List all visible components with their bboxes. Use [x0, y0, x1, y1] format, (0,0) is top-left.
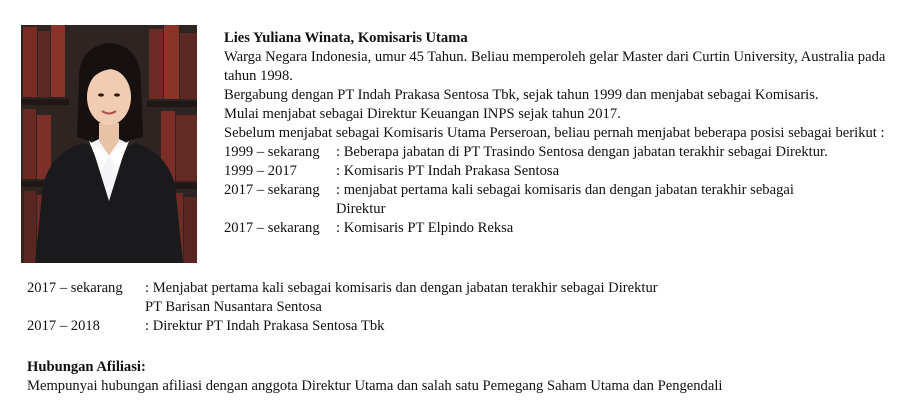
- additional-positions: [27, 279, 887, 336]
- position-period: 1999 – 2017: [224, 163, 297, 179]
- bio-paragraph: Sebelum menjabat sebagai Komisaris Utama Perseroan, beliau pernah menjabat beberapa posisi sebagai berikut :: [224, 125, 885, 141]
- position-row: [224, 181, 894, 219]
- position-desc: : Komisaris PT Indah Prakasa Sentosa: [336, 163, 560, 179]
- bio-paragraph: Warga Negara Indonesia, umur 45 Tahun. Beliau memperoleh gelar Master dari Curtin University, Australia pada tahun 1998.: [224, 49, 886, 84]
- position-row: [27, 279, 887, 317]
- position-period: 2017 – 2018: [27, 318, 100, 334]
- position-row: [27, 317, 887, 336]
- bio-paragraph: Bergabung dengan PT Indah Prakasa Sentosa Tbk, sejak tahun 1999 dan menjabat sebagai Komisaris.: [224, 87, 819, 103]
- position-period: 2017 – sekarang: [27, 280, 123, 296]
- bio-paragraph: Mulai menjabat sebagai Direktur Keuangan INPS sejak tahun 2017.: [224, 106, 621, 122]
- profile-name-title: Lies Yuliana Winata, Komisaris Utama: [224, 30, 468, 46]
- position-desc: : menjabat pertama kali sebagai komisaris dan dengan jabatan terakhir sebagai Direktur: [336, 182, 794, 217]
- position-period: 2017 – sekarang: [224, 182, 320, 198]
- profile-photo: [21, 25, 197, 263]
- portrait-image: [21, 25, 197, 263]
- position-row: [224, 162, 894, 181]
- position-desc: : Komisaris PT Elpindo Reksa: [336, 220, 514, 236]
- face: [87, 69, 131, 125]
- affiliation-heading: Hubungan Afiliasi:: [27, 359, 146, 375]
- affiliation-text: Mempunyai hubungan afiliasi dengan anggota Direktur Utama dan salah satu Pemegang Saham Utama dan Pengendali: [27, 378, 723, 394]
- position-desc: : Beberapa jabatan di PT Trasindo Sentosa dengan jabatan terakhir sebagai Direktur.: [336, 144, 828, 160]
- position-period: 2017 – sekarang: [224, 220, 320, 236]
- affiliation-section: [27, 358, 887, 396]
- position-row: [224, 143, 894, 162]
- position-desc: : Direktur PT Indah Prakasa Sentosa Tbk: [145, 318, 385, 334]
- position-row: [224, 219, 894, 238]
- position-desc: : Menjabat pertama kali sebagai komisaris dan dengan jabatan terakhir sebagai Direktur PT Barisan Nusantara Sentosa: [145, 280, 658, 315]
- position-period: 1999 – sekarang: [224, 144, 320, 160]
- profile-bio: [224, 29, 894, 238]
